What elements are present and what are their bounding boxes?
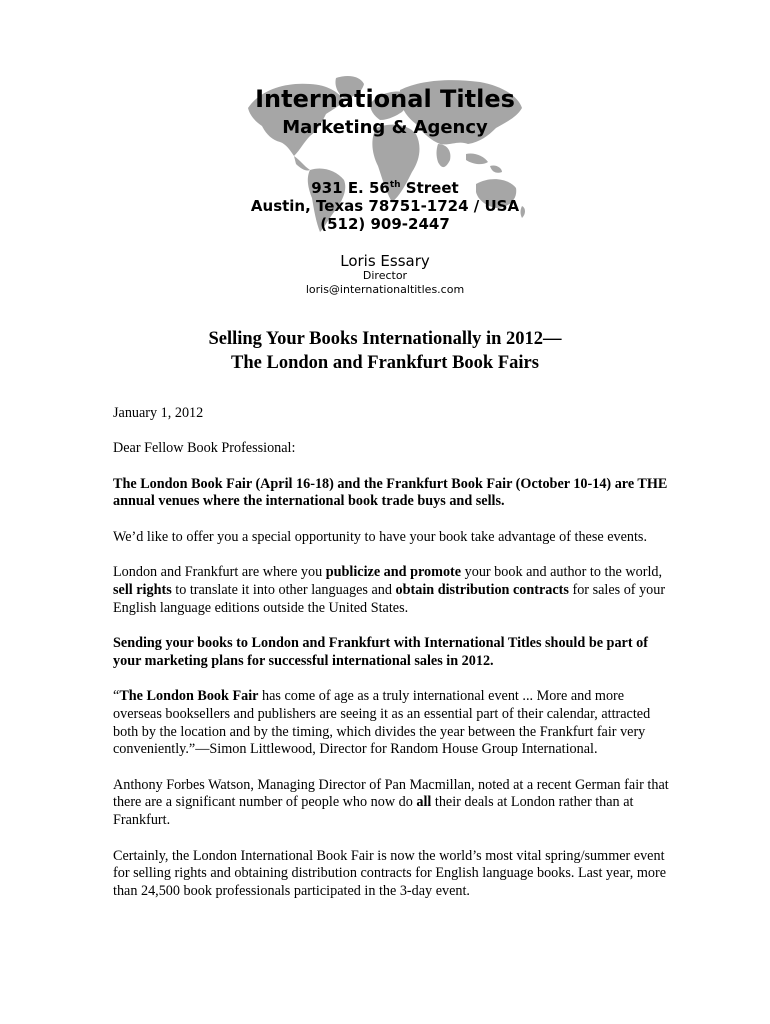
intro-paragraph: The London Book Fair (April 16-18) and the Frankfurt Book Fair (October 10-14) are THE annual venues where the international book trade buys and sells.: [113, 475, 668, 510]
headline-line-2: The London and Frankfurt Book Fairs: [231, 353, 539, 373]
promotion-paragraph: London and Frankfurt are where you publicize and promote your book and author to the world, sell rights to translate it into other languages and obtain distribution contracts for sales of your English language editions outside the United States.: [113, 563, 666, 616]
company-name: International Titles: [255, 85, 515, 113]
london-fair-paragraph: Certainly, the London International Book Fair is now the world’s most vital spring/summer event for selling rights and obtaining distribution contracts for English language books. Last year, more than 24,500 book professionals participated in the 3-day event.: [113, 847, 667, 900]
call-to-action-paragraph: Sending your books to London and Frankfurt with International Titles should be part of your marketing plans for successful international sales in 2012.: [113, 634, 648, 669]
letter-salutation: Dear Fellow Book Professional:: [113, 440, 296, 457]
quote-paragraph: “The London Book Fair has come of age as a truly international event ... More and more overseas booksellers and publishers are seeing it as an essential part of their calendar, attracted both by the location and by the timing, which divides the year between the Frankfurt fair very conveniently.”—Simon Littlewood, Director for Random House Group International.: [113, 687, 651, 758]
address-street: 931 E. 56th Street: [311, 179, 459, 197]
headline-line-1: Selling Your Books Internationally in 2012—: [208, 329, 562, 349]
headline: [0, 327, 770, 375]
contact-name: Loris Essary: [340, 252, 430, 270]
contact-title: Director: [362, 269, 408, 282]
company-subtitle: Marketing & Agency: [282, 117, 488, 138]
watson-paragraph: Anthony Forbes Watson, Managing Director of Pan Macmillan, noted at a recent German fair that there are a significant number of people who now do all their deals at London rather than at Frankfurt.: [113, 776, 669, 829]
address-phone: (512) 909-2447: [320, 215, 450, 233]
contact-email[interactable]: loris@internationaltitles.com: [305, 283, 465, 296]
letter-date: January 1, 2012: [113, 405, 204, 421]
offer-paragraph: We’d like to offer you a special opportunity to have your book take advantage of these events.: [113, 528, 648, 545]
letter-body: [113, 405, 673, 918]
address-city: Austin, Texas 78751-1724 / USA: [250, 197, 520, 215]
